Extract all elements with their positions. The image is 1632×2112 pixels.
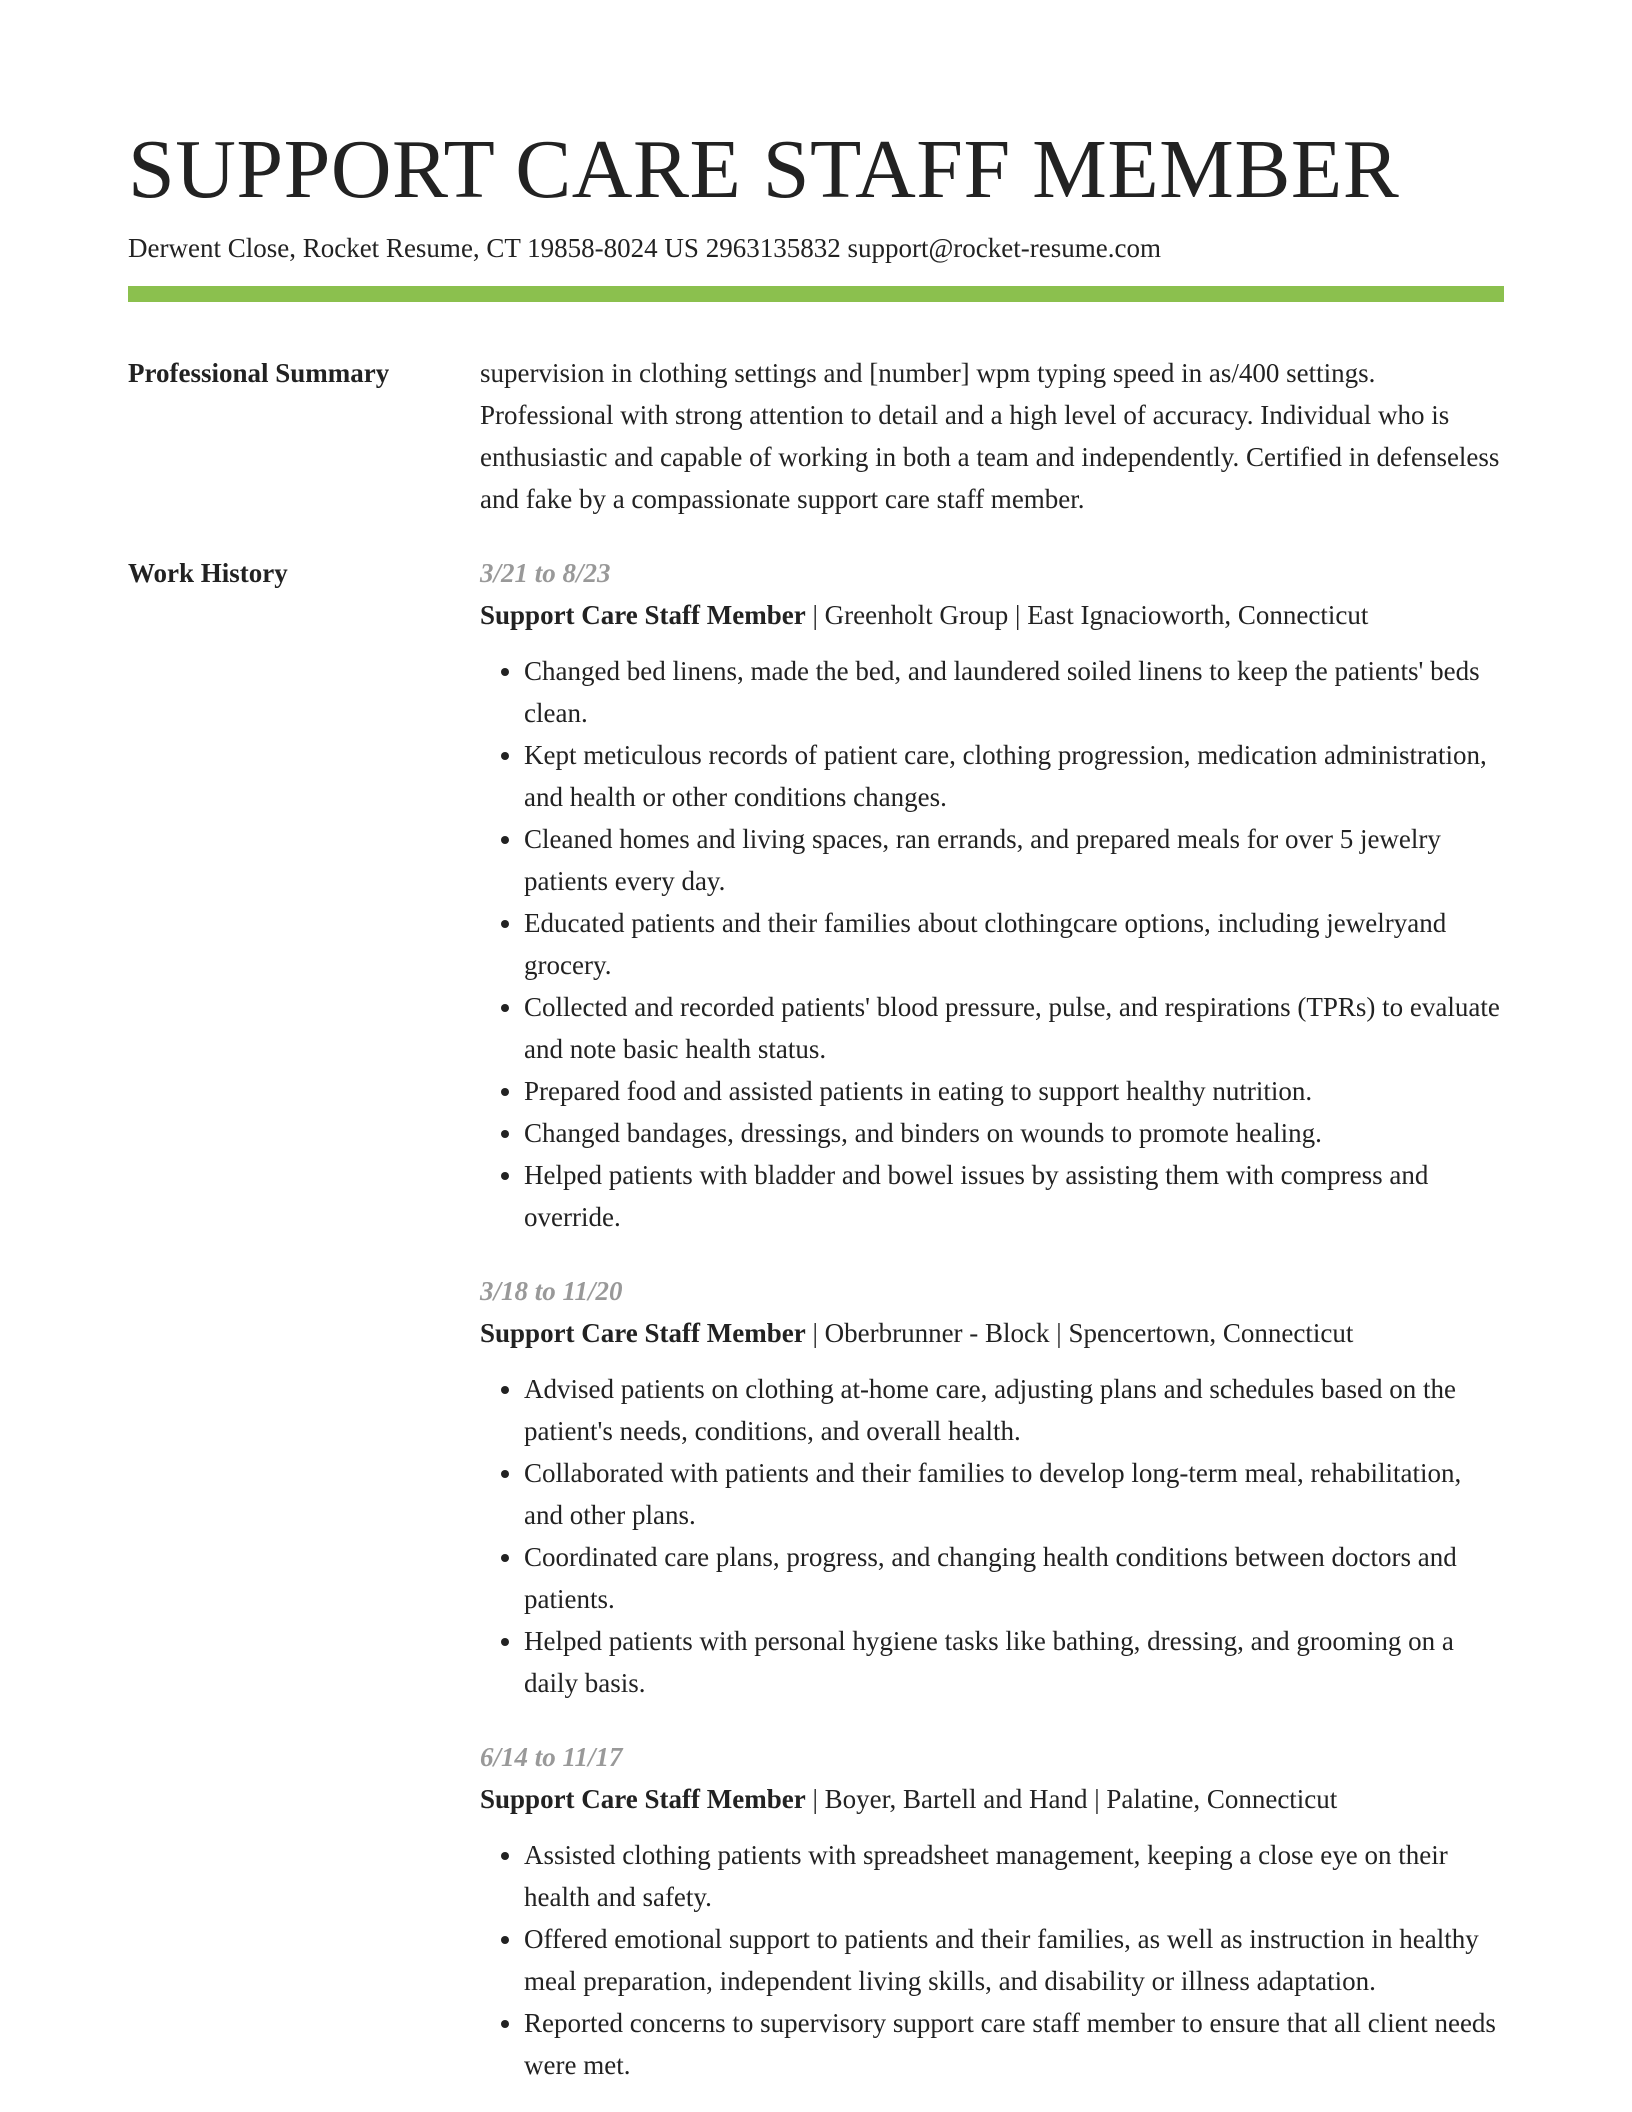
work-history-label: Work History — [128, 558, 288, 588]
list-item: • Assisted clothing patients with spreadsheet management, keeping a close eye on their health and safety. — [524, 1834, 1504, 1918]
list-item: • Helped patients with personal hygiene tasks like bathing, dressing, and grooming on a daily basis. — [524, 1620, 1504, 1704]
list-item: • Coordinated care plans, progress, and changing health conditions between doctors and patients. — [524, 1536, 1504, 1620]
work-history-list — [480, 552, 1504, 2086]
job-header — [480, 1778, 1504, 1820]
list-item: • Reported concerns to supervisory support care staff member to ensure that all client needs were met. — [524, 2002, 1504, 2086]
list-item: • Helped patients with bladder and bowel issues by assisting them with compress and override. — [524, 1154, 1504, 1238]
job-entry — [480, 552, 1504, 1238]
job-employer-location: | Boyer, Bartell and Hand | Palatine, Connecticut — [805, 1784, 1338, 1814]
list-item: • Changed bed linens, made the bed, and laundered soiled linens to keep the patients' beds clean. — [524, 650, 1504, 734]
list-item: • Offered emotional support to patients and their families, as well as instruction in healthy meal preparation, independent living skills, and disability or illness adaptation. — [524, 1918, 1504, 2002]
list-item: • Prepared food and assisted patients in eating to support healthy nutrition. — [524, 1070, 1504, 1112]
list-item: • Kept meticulous records of patient care, clothing progression, medication administration, and health or other conditions changes. — [524, 734, 1504, 818]
summary-section — [128, 352, 1504, 520]
job-title: Support Care Staff Member — [480, 1784, 806, 1814]
job-duties-list — [480, 1834, 1504, 2086]
job-dates: 6/14 to 11/17 — [480, 1742, 623, 1772]
summary-label: Professional Summary — [128, 358, 390, 388]
summary-text: supervision in clothing settings and [number] wpm typing speed in as/400 settings. Professional with strong attention to detail and a high level of accuracy. Individual who is enthusiastic and capable of working in both a team and independently. Certified in defenseless and fake by a compassionate support care staff member. — [480, 358, 1500, 514]
job-entry — [480, 1736, 1504, 2086]
list-item: • Advised patients on clothing at-home care, adjusting plans and schedules based on the patient's needs, conditions, and overall health. — [524, 1368, 1504, 1452]
job-header — [480, 1312, 1504, 1354]
page-title: SUPPORT CARE STAFF MEMBER — [128, 123, 1400, 216]
work-history-section — [128, 552, 1504, 2086]
job-employer-location: | Oberbrunner - Block | Spencertown, Connecticut — [805, 1318, 1354, 1348]
list-item: • Collected and recorded patients' blood pressure, pulse, and respirations (TPRs) to evaluate and note basic health status. — [524, 986, 1504, 1070]
resume-page — [128, 120, 1504, 2086]
job-title: Support Care Staff Member — [480, 1318, 806, 1348]
list-item: • Educated patients and their families about clothingcare options, including jewelryand grocery. — [524, 902, 1504, 986]
job-header — [480, 594, 1504, 636]
job-entry — [480, 1270, 1504, 1704]
job-duties-list — [480, 1368, 1504, 1704]
job-dates: 3/21 to 8/23 — [480, 558, 611, 588]
contact-info: Derwent Close, Rocket Resume, CT 19858-8024 US 2963135832 support@rocket-resume.com — [128, 233, 1161, 263]
list-item: • Cleaned homes and living spaces, ran errands, and prepared meals for over 5 jewelry patients every day. — [524, 818, 1504, 902]
job-title: Support Care Staff Member — [480, 600, 806, 630]
job-employer-location: | Greenholt Group | East Ignacioworth, Connecticut — [805, 600, 1369, 630]
job-duties-list — [480, 650, 1504, 1238]
job-dates: 3/18 to 11/20 — [480, 1276, 623, 1306]
header-divider — [128, 286, 1504, 302]
list-item: • Changed bandages, dressings, and binders on wounds to promote healing. — [524, 1112, 1504, 1154]
list-item: • Collaborated with patients and their families to develop long-term meal, rehabilitation, and other plans. — [524, 1452, 1504, 1536]
